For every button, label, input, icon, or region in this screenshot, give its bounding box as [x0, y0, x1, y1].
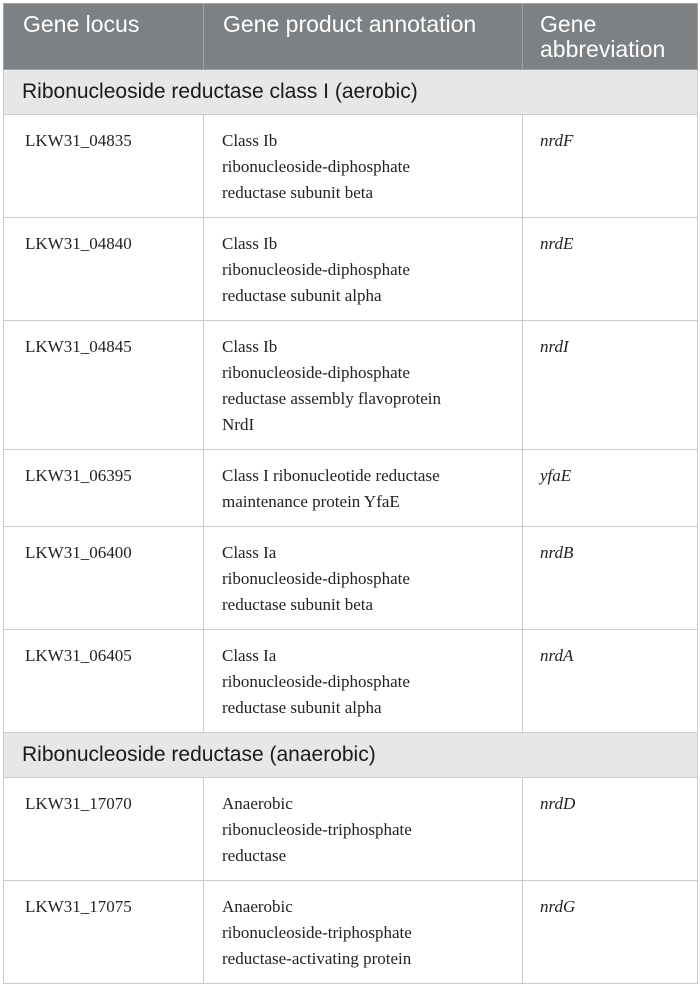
annotation-line: reductase subunit alpha [222, 698, 382, 717]
annotation-cell [204, 450, 523, 527]
header-gene-abbreviation: Gene abbreviation [523, 4, 698, 70]
gene-abbreviation-cell: nrdE [523, 218, 698, 321]
annotation-cell [204, 115, 523, 218]
gene-locus-cell: LKW31_06395 [4, 450, 204, 527]
gene-abbreviation-cell: nrdB [523, 527, 698, 630]
annotation-line: ribonucleoside-triphosphate [222, 820, 412, 839]
table-row [4, 218, 698, 321]
gene-locus-cell: LKW31_17070 [4, 778, 204, 881]
section-title: Ribonucleoside reductase (anaerobic) [4, 733, 698, 778]
annotation-cell [204, 527, 523, 630]
table-row [4, 630, 698, 733]
table-row [4, 527, 698, 630]
annotation-line: Class Ib [222, 337, 278, 356]
header-gene-locus: Gene locus [4, 4, 204, 70]
table-row [4, 115, 698, 218]
annotation-cell [204, 881, 523, 984]
annotation-line: reductase-activating protein [222, 949, 412, 968]
gene-table [3, 3, 698, 984]
annotation-line: ribonucleoside-triphosphate [222, 923, 412, 942]
annotation-line: NrdI [222, 415, 255, 434]
annotation-line: ribonucleoside-diphosphate [222, 260, 410, 279]
annotation-cell [204, 321, 523, 450]
annotation-cell [204, 630, 523, 733]
annotation-line: ribonucleoside-diphosphate [222, 157, 410, 176]
table-row [4, 881, 698, 984]
annotation-line: reductase [222, 846, 287, 865]
annotation-line: Class Ib [222, 131, 278, 150]
gene-abbreviation-cell: nrdD [523, 778, 698, 881]
annotation-line: Class Ia [222, 543, 277, 562]
annotation-cell [204, 778, 523, 881]
annotation-cell [204, 218, 523, 321]
annotation-line: Class Ia [222, 646, 277, 665]
gene-locus-cell: LKW31_06405 [4, 630, 204, 733]
gene-abbreviation-cell: yfaE [523, 450, 698, 527]
gene-locus-cell: LKW31_04835 [4, 115, 204, 218]
annotation-line: reductase assembly flavoprotein [222, 389, 442, 408]
header-gene-product-annotation: Gene product annotation [204, 4, 523, 70]
annotation-line: maintenance protein YfaE [222, 492, 400, 511]
gene-locus-cell: LKW31_06400 [4, 527, 204, 630]
section-title: Ribonucleoside reductase class I (aerobic) [4, 70, 698, 115]
annotation-line: reductase subunit beta [222, 183, 374, 202]
annotation-line: Anaerobic [222, 897, 293, 916]
gene-locus-cell: LKW31_04840 [4, 218, 204, 321]
annotation-line: reductase subunit beta [222, 595, 374, 614]
gene-abbreviation-cell: nrdA [523, 630, 698, 733]
annotation-line: Class Ib [222, 234, 278, 253]
annotation-line: ribonucleoside-diphosphate [222, 569, 410, 588]
annotation-line: Class I ribonucleotide reductase [222, 466, 440, 485]
gene-locus-cell: LKW31_04845 [4, 321, 204, 450]
table-row [4, 450, 698, 527]
header-row [4, 4, 698, 70]
table-row [4, 778, 698, 881]
annotation-line: ribonucleoside-diphosphate [222, 363, 410, 382]
table-row [4, 321, 698, 450]
gene-locus-cell: LKW31_17075 [4, 881, 204, 984]
annotation-line: Anaerobic [222, 794, 293, 813]
annotation-line: reductase subunit alpha [222, 286, 382, 305]
gene-abbreviation-cell: nrdG [523, 881, 698, 984]
section-row [4, 70, 698, 115]
section-row [4, 733, 698, 778]
annotation-line: ribonucleoside-diphosphate [222, 672, 410, 691]
gene-abbreviation-cell: nrdI [523, 321, 698, 450]
gene-abbreviation-cell: nrdF [523, 115, 698, 218]
